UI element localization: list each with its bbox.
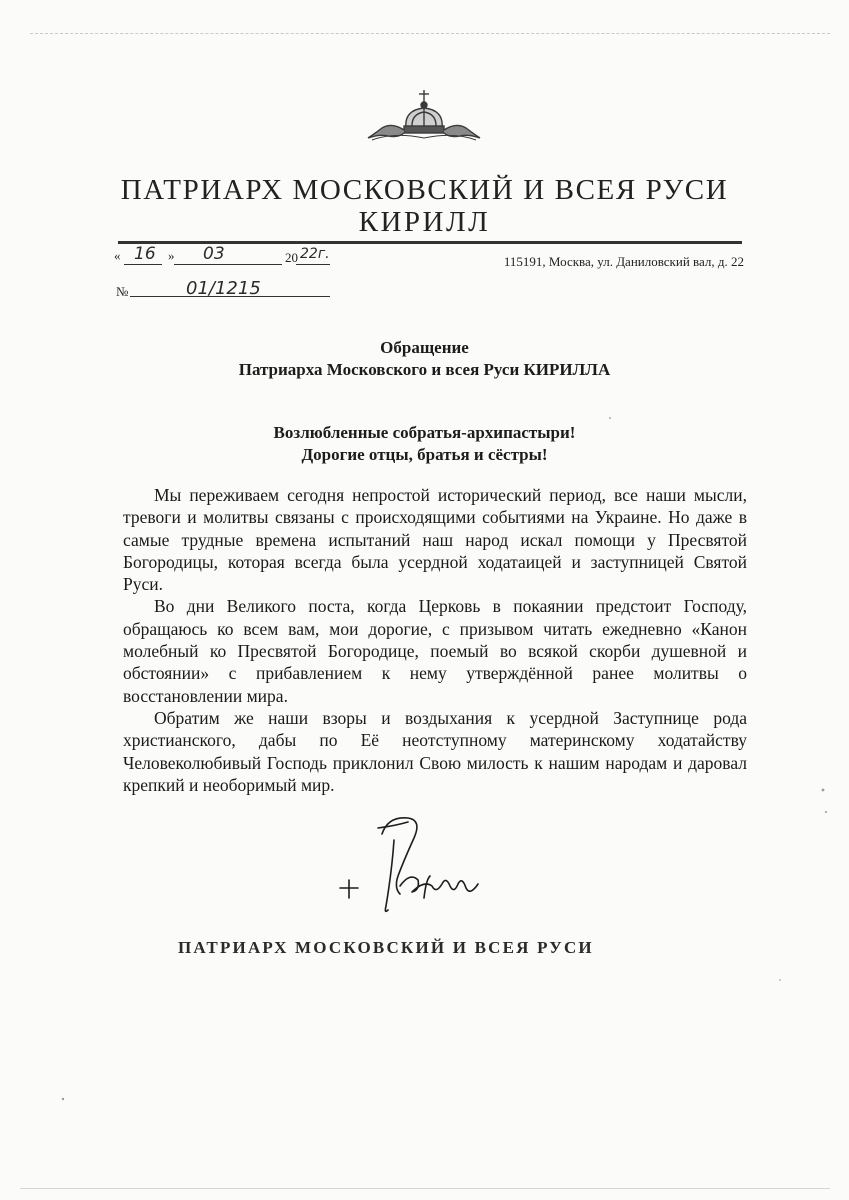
paragraph: Мы переживаем сегодня непростой исторический период, все наши мысли, тревоги и молитвы связаны с происходящими событиями на Украине. Но даже в самые трудные времена испытаний наш народ искал помощи у Пресвятой Богородицы, которая всегда была усердной ходатаицей и заступницей Святой Руси.	[123, 485, 747, 595]
scan-edge-top	[30, 33, 830, 34]
paragraph: Во дни Великого поста, когда Церковь в покаянии предстоит Господу, обращаюсь ко всем вам, мои дорогие, с призывом читать ежедневно «Канон молебный ко Пресвятой Богородице, поемый во всякой скорби душевной и обстоянии» с прибавлением к нему утверждённой ранее молитвы о восстановлении мира.	[123, 596, 747, 706]
number-label: №	[116, 284, 129, 299]
address: 115191, Москва, ул. Даниловский вал, д. 22	[503, 254, 744, 269]
letterhead-name: КИРИЛЛ	[358, 206, 491, 238]
date-close-quote: »	[168, 248, 175, 263]
patriarchal-crown-emblem	[364, 88, 484, 146]
document-title	[0, 337, 849, 381]
letterhead-title: ПАТРИАРХ МОСКОВСКИЙ И ВСЕЯ РУСИ	[120, 174, 729, 206]
date-month-underline	[174, 264, 282, 265]
signature-title: ПАТРИАРХ МОСКОВСКИЙ И ВСЕЯ РУСИ	[178, 938, 594, 957]
greeting-line-1: Возлюбленные собратья-архипастыри!	[273, 423, 576, 442]
letter-body	[123, 484, 747, 796]
date-year-underline	[296, 264, 330, 265]
title-line-2: Патриарха Московского и всея Руси КИРИЛЛА	[238, 360, 611, 379]
date-year-suffix: 22г.	[300, 246, 330, 262]
date-day: 16	[134, 244, 156, 264]
date-day-underline	[124, 264, 162, 265]
scan-edge-bottom	[20, 1188, 830, 1189]
date-open-quote: «	[114, 248, 121, 263]
date-year-prefix: 20	[285, 250, 298, 265]
number-underline	[130, 296, 330, 297]
number-value: 01/1215	[186, 278, 261, 299]
paragraph: Обратим же наши взоры и воздыхания к усердной Заступнице рода христианского, дабы по Её неотступному материнскому ходатайству Человеколюбивый Господь приклонил Свою милость к нашим народам и даровал крепкий и необоримый мир.	[123, 707, 747, 795]
title-line-1: Обращение	[380, 338, 469, 357]
handwritten-signature	[338, 810, 488, 926]
date-month: 03	[203, 244, 225, 264]
greeting	[0, 422, 849, 466]
greeting-line-2: Дорогие отцы, братья и сёстры!	[301, 445, 548, 464]
